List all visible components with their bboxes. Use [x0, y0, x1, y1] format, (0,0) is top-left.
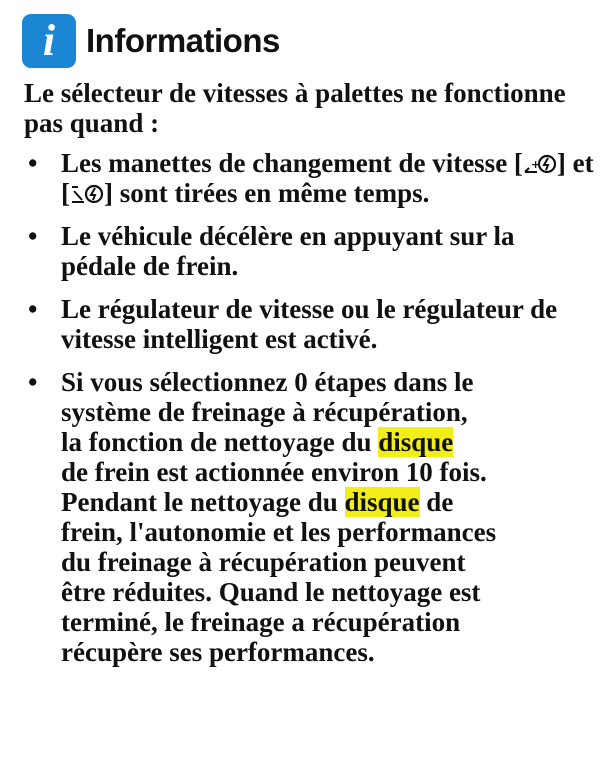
item-text: ] sont tirées en même temps.	[104, 178, 430, 208]
paddle-plus-icon	[523, 153, 557, 175]
list-item	[0, 294, 614, 354]
item-text: Les manettes de changement de vitesse [	[61, 148, 523, 178]
bullet-icon: •	[28, 221, 38, 251]
bullet-list	[0, 148, 614, 667]
list-item	[0, 367, 614, 667]
item-line: système de freinage à récupération,	[61, 397, 468, 427]
item-line: récupère ses performances.	[61, 637, 375, 667]
list-item	[0, 148, 614, 208]
item-line: frein, l'autonomie et les performances	[61, 517, 497, 547]
bullet-icon: •	[28, 367, 38, 397]
item-line: du freinage à récupération peuvent	[61, 547, 466, 577]
info-icon: i	[22, 14, 76, 68]
item-line: être réduites. Quand le nettoyage est	[61, 577, 481, 607]
highlighted-word: disque	[378, 427, 454, 457]
item-line: Si vous sélectionnez 0 étapes dans le	[61, 367, 474, 397]
item-line: terminé, le freinage a récupération	[61, 607, 461, 637]
info-header	[22, 14, 280, 68]
highlighted-word: disque	[344, 487, 420, 517]
item-text: Le régulateur de vitesse ou le régulateur de vitesse intelligent est activé.	[61, 294, 558, 354]
bullet-icon: •	[28, 148, 38, 178]
list-item	[0, 221, 614, 281]
item-line: la fonction de nettoyage du	[61, 427, 379, 457]
item-line: de	[419, 487, 454, 517]
item-line: Pendant le nettoyage du	[61, 487, 345, 517]
item-text: ] et [	[61, 148, 594, 208]
header-title: Informations	[86, 22, 280, 59]
item-line: de frein est actionnée environ 10 fois.	[61, 457, 487, 487]
svg-text:+: +	[530, 158, 541, 171]
bullet-icon: •	[28, 294, 38, 324]
intro-text: Le sélecteur de vitesses à palettes ne fonctionne pas quand :	[24, 78, 566, 138]
paddle-minus-icon	[70, 183, 104, 205]
item-text: Le véhicule décélère en appuyant sur la pédale de frein.	[61, 221, 515, 281]
